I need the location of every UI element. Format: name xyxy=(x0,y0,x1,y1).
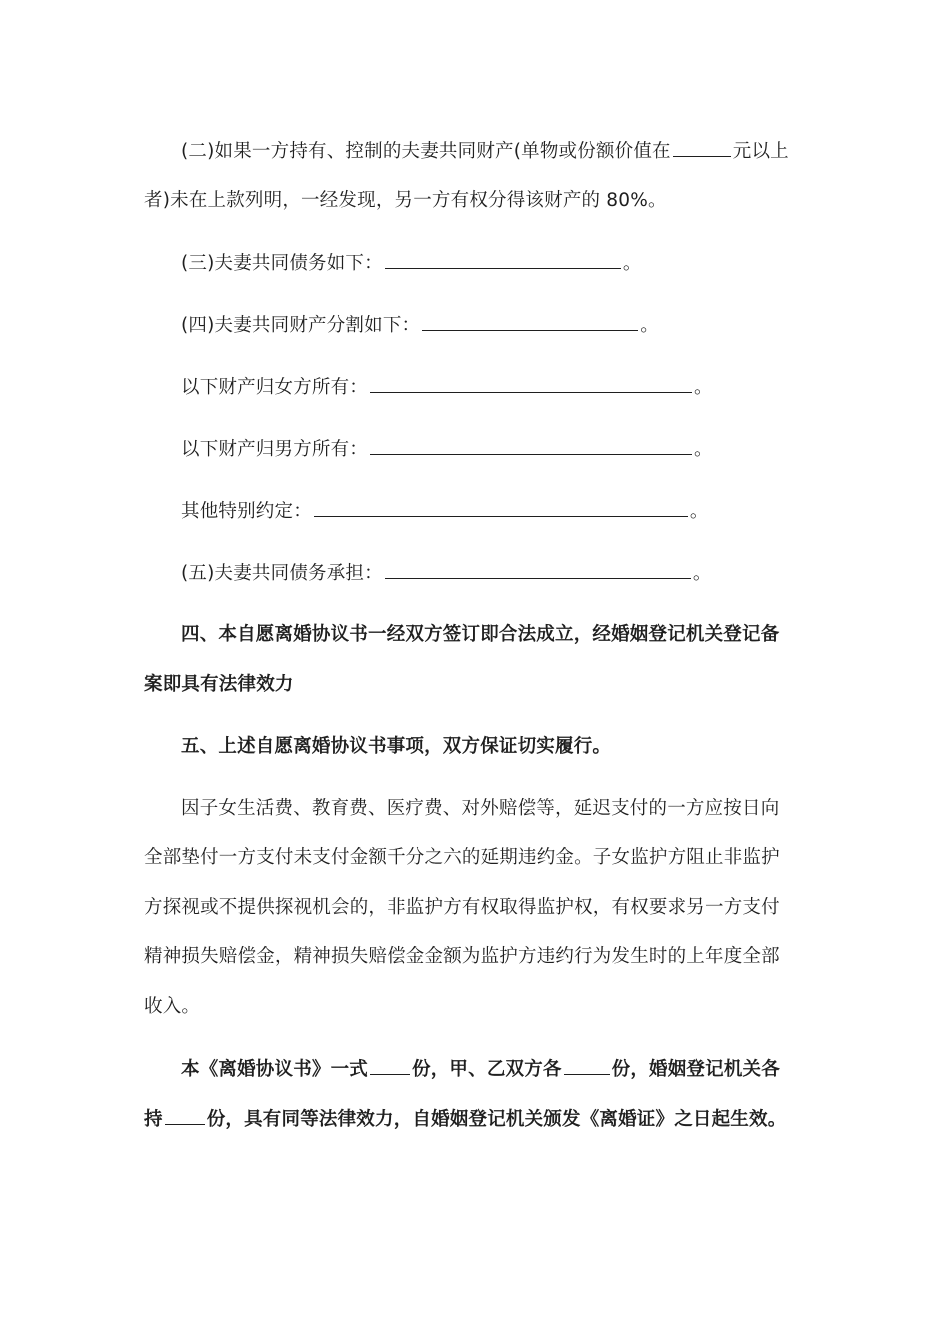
copies-text-d: 持 xyxy=(144,1109,163,1130)
item4-end: 。 xyxy=(640,315,659,336)
item2-line1 xyxy=(181,138,841,165)
male-property-end: 。 xyxy=(694,439,713,460)
penalty-line4: 精神损失赔偿金，精神损失赔偿金金额为监护方违约行为发生时的上年度全部 xyxy=(144,946,780,967)
penalty-line3: 方探视或不提供探视机会的，非监护方有权取得监护权，有权要求另一方支付 xyxy=(144,897,780,918)
property-division-blank[interactable] xyxy=(422,312,638,331)
copies-text-e: 份，具有同等法律效力，自婚姻登记机关颁发《离婚证》之日起生效。 xyxy=(206,1109,787,1130)
item3-label: (三)夫妻共同债务如下： xyxy=(181,253,383,274)
item5-end: 。 xyxy=(692,563,712,584)
item5-label: (五)夫妻共同债务承担： xyxy=(181,563,383,584)
item4-line xyxy=(181,312,841,339)
joint-debt-blank[interactable] xyxy=(385,250,621,269)
copies-line2 xyxy=(144,1106,804,1133)
copies-text-a: 本《离婚协议书》一式 xyxy=(181,1059,369,1080)
item5-line xyxy=(181,560,841,587)
penalty-line5: 收入。 xyxy=(144,996,201,1017)
item2-text-after: 元以上 xyxy=(732,141,789,162)
amount-blank[interactable] xyxy=(673,138,731,157)
party-copies-blank[interactable] xyxy=(564,1056,610,1075)
other-terms-label: 其他特别约定： xyxy=(181,501,312,522)
debt-bearing-blank[interactable] xyxy=(385,560,691,579)
section4-line2: 案即具有法律效力 xyxy=(144,674,294,695)
female-property-end: 。 xyxy=(694,377,713,398)
item2-text-before: (二)如果一方持有、控制的夫妻共同财产(单物或份额价值在 xyxy=(181,141,671,162)
item4-label: (四)夫妻共同财产分割如下： xyxy=(181,315,421,336)
registry-copies-blank[interactable] xyxy=(165,1106,205,1125)
other-terms-blank[interactable] xyxy=(314,498,688,517)
male-property-blank[interactable] xyxy=(370,436,692,455)
other-terms-line xyxy=(181,498,841,525)
female-property-blank[interactable] xyxy=(370,374,692,393)
section5-line1: 五、上述自愿离婚协议书事项，双方保证切实履行。 xyxy=(181,736,612,757)
penalty-line2: 全部垫付一方支付未支付金额千分之六的延期违约金。子女监护方阻止非监护 xyxy=(144,847,780,868)
male-property-label: 以下财产归男方所有： xyxy=(181,439,369,460)
other-terms-end: 。 xyxy=(689,501,709,522)
penalty-line1: 因子女生活费、教育费、医疗费、对外赔偿等，延迟支付的一方应按日向 xyxy=(181,798,780,819)
copies-text-c: 份，婚姻登记机关各 xyxy=(611,1059,780,1080)
female-property-line xyxy=(181,374,841,401)
copies-text-b: 份，甲、乙双方各 xyxy=(412,1059,562,1080)
copies-line1 xyxy=(181,1056,841,1083)
item2-line2: 者)未在上款列明，一经发现，另一方有权分得该财产的 80%。 xyxy=(144,190,667,211)
section4-line1: 四、本自愿离婚协议书一经双方签订即合法成立，经婚姻登记机关登记备 xyxy=(181,624,780,645)
item3-line xyxy=(181,250,841,277)
total-copies-blank[interactable] xyxy=(370,1056,410,1075)
male-property-line xyxy=(181,436,841,463)
female-property-label: 以下财产归女方所有： xyxy=(181,377,369,398)
item3-end: 。 xyxy=(622,253,642,274)
